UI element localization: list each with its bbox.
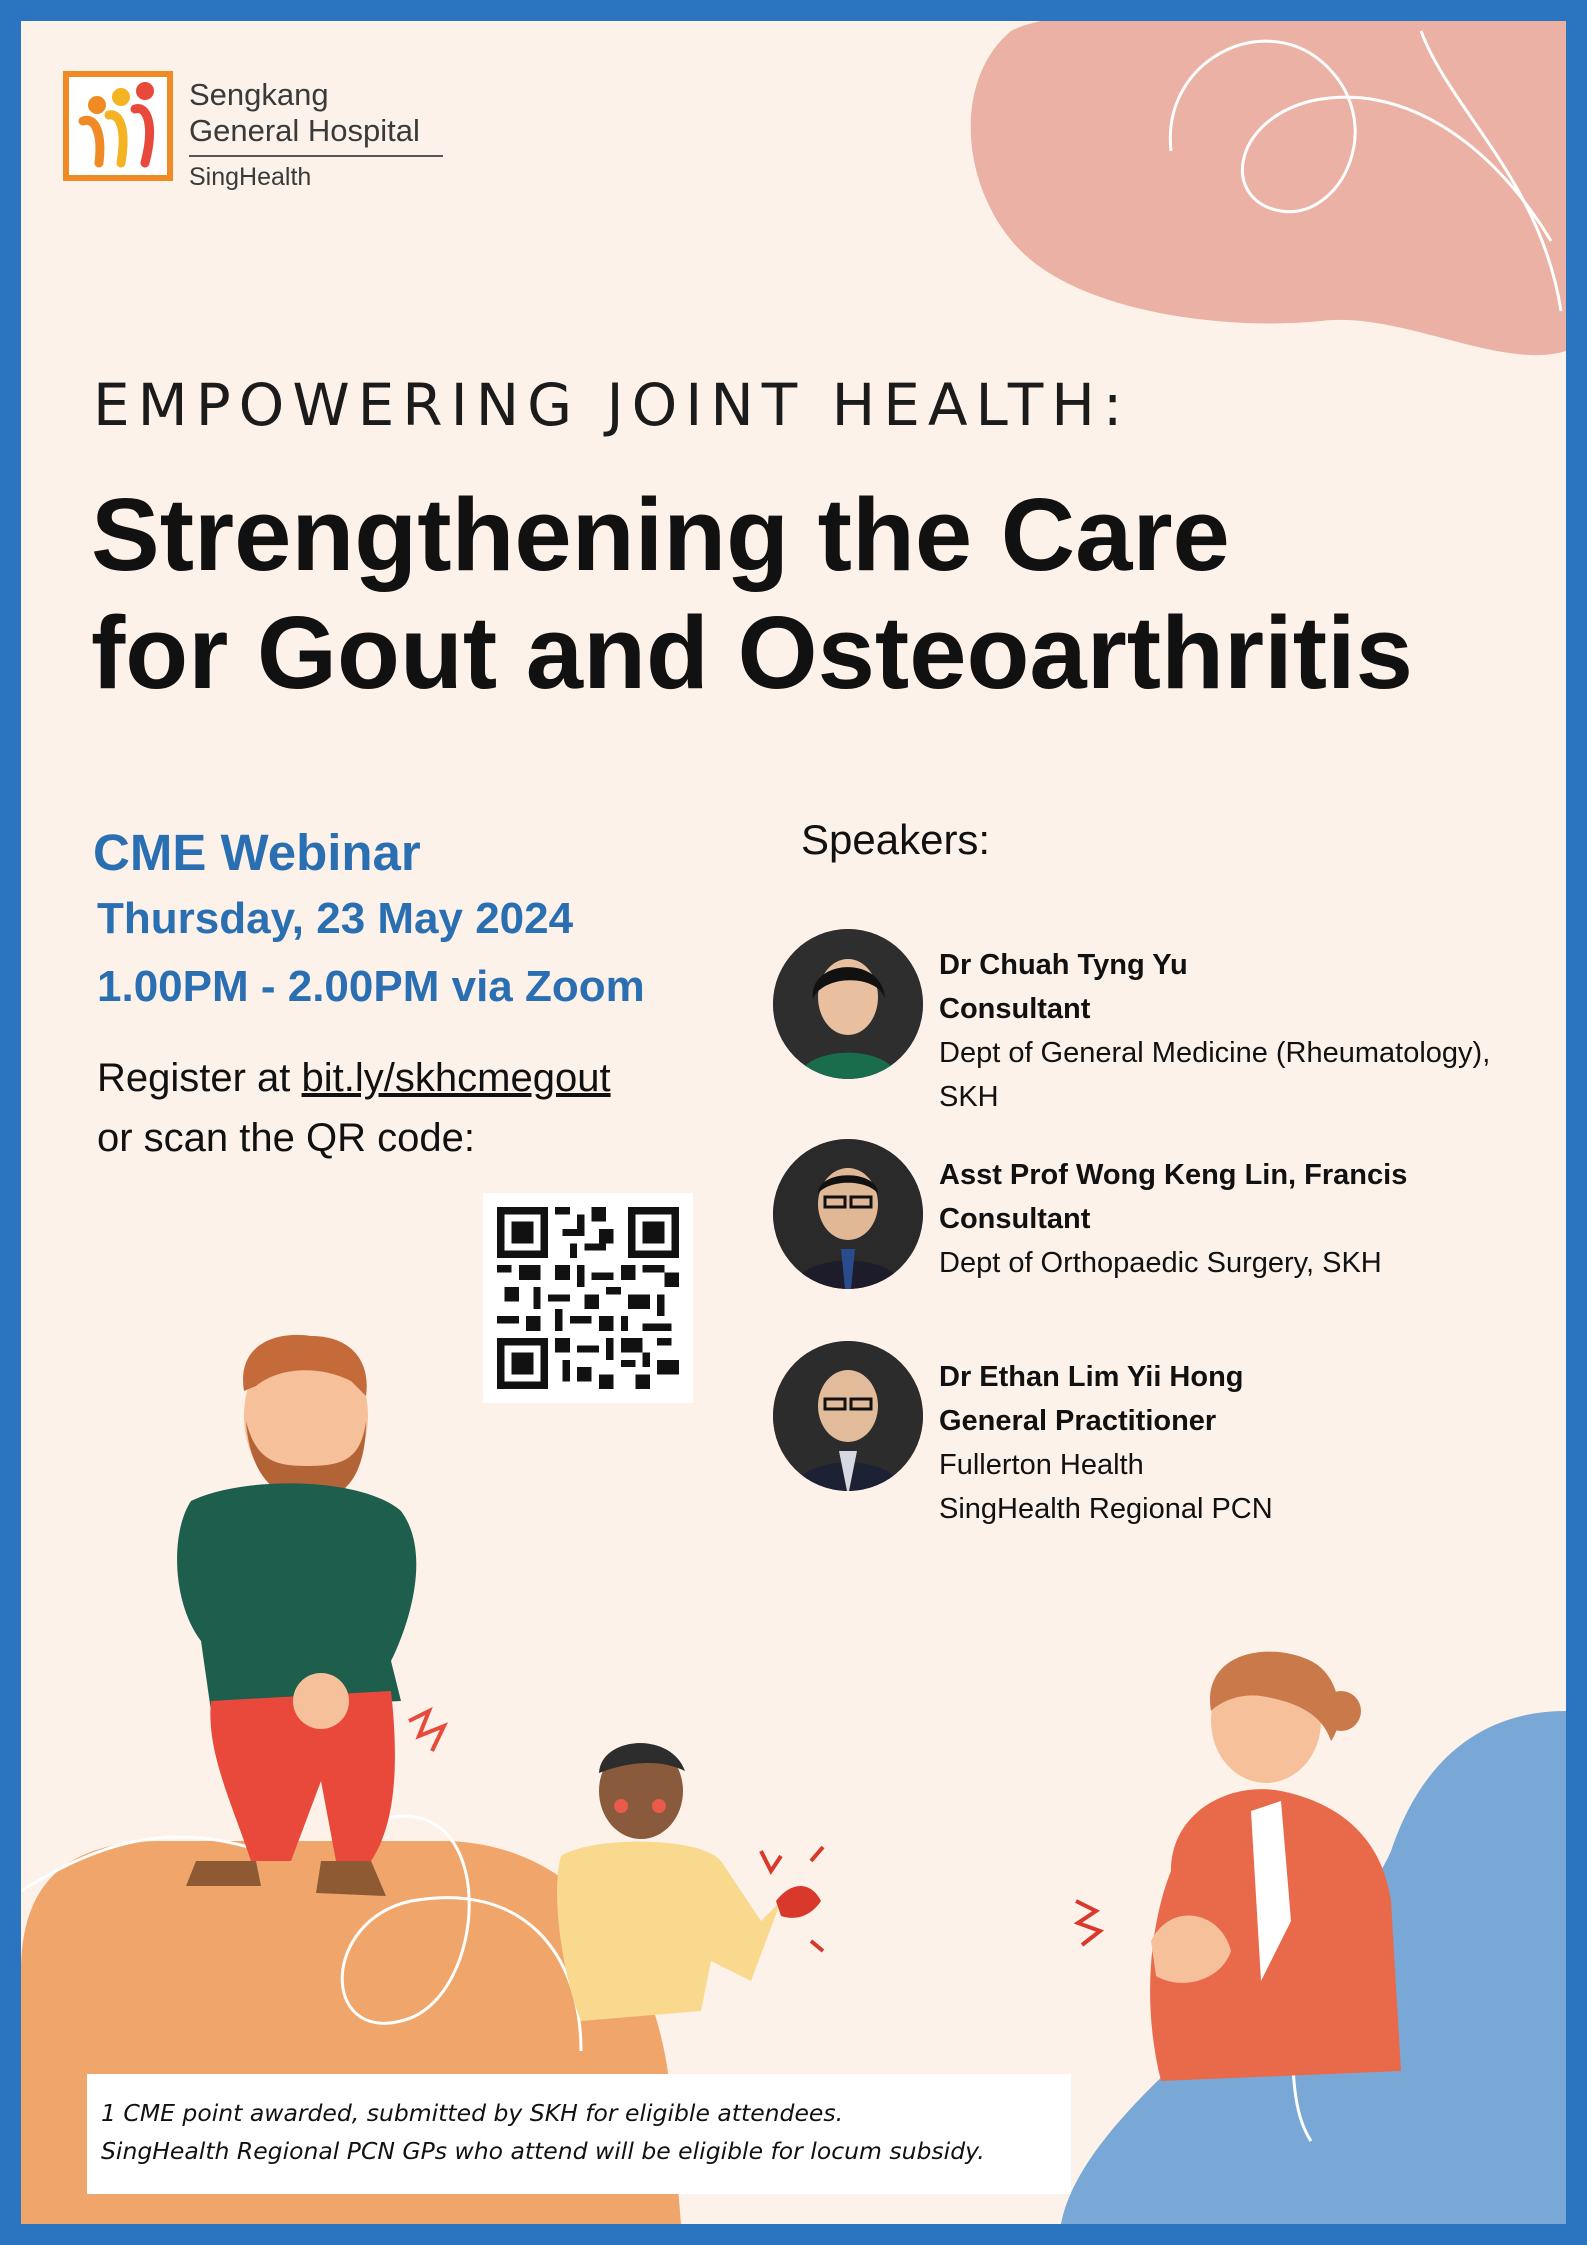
man-illustration [177, 1335, 444, 1896]
speaker-name: Dr Chuah Tyng Yu [939, 949, 1188, 981]
poster [21, 21, 1566, 2224]
speaker-dept: Fullerton Health [939, 1449, 1144, 1481]
speaker-dept: Dept of General Medicine (Rheumatology), [939, 1037, 1491, 1069]
speaker-dept-2: SKH [939, 1081, 999, 1113]
footnote-line-1: 1 CME point awarded, submitted by SKH for eligible attendees. [101, 2099, 844, 2127]
register-prefix: Register at [97, 1056, 302, 1100]
event-time: 1.00PM - 2.00PM via Zoom [97, 962, 645, 1011]
register-link[interactable]: bit.ly/skhcmegout [301, 1056, 611, 1100]
title-line-1: Strengthening the Care [91, 477, 1230, 592]
person-portrait-icon [773, 1341, 923, 1491]
speaker-dept-2: SingHealth Regional PCN [939, 1493, 1273, 1525]
logo-name-line2: General Hospital [189, 113, 420, 148]
headline-title [91, 476, 1551, 712]
speaker-details [939, 1355, 1549, 1531]
speaker-name: Dr Ethan Lim Yii Hong [939, 1361, 1244, 1393]
logo-wordmark [189, 77, 449, 192]
footnote-box [87, 2074, 1071, 2194]
title-line-2: for Gout and Osteoarthritis [91, 595, 1413, 710]
logo-name-line1: Sengkang [189, 77, 329, 112]
speaker-dept: Dept of Orthopaedic Surgery, SKH [939, 1247, 1382, 1279]
headline-kicker: EMPOWERING JOINT HEALTH: [93, 371, 1131, 439]
person-portrait-icon [773, 1139, 923, 1289]
footnote-line-2: SingHealth Regional PCN GPs who attend will be eligible for locum subsidy. [101, 2137, 985, 2165]
speaker-role: Consultant [939, 993, 1091, 1025]
speaker-role: General Practitioner [939, 1405, 1217, 1437]
event-type: CME Webinar [93, 824, 421, 881]
scan-text: or scan the QR code: [97, 1116, 475, 1160]
speaker-details [939, 943, 1549, 1119]
child-illustration [557, 1743, 823, 2021]
logo-divider [189, 155, 443, 157]
person-portrait-icon [773, 929, 923, 1079]
qr-code-image [497, 1207, 679, 1389]
speaker-details [939, 1153, 1549, 1285]
speaker-photo [773, 929, 923, 1079]
woman-illustration [1076, 1652, 1401, 2081]
speaker-photo [773, 1341, 923, 1491]
speaker-name: Asst Prof Wong Keng Lin, Francis [939, 1159, 1408, 1191]
logo-sub: SingHealth [189, 163, 312, 191]
sengkang-logo-mark [63, 71, 173, 181]
event-date: Thursday, 23 May 2024 [97, 894, 574, 943]
speakers-heading: Speakers: [801, 816, 991, 863]
register-line [97, 1056, 611, 1101]
qr-code[interactable] [483, 1193, 693, 1403]
speaker-role: Consultant [939, 1203, 1091, 1235]
speaker-photo [773, 1139, 923, 1289]
